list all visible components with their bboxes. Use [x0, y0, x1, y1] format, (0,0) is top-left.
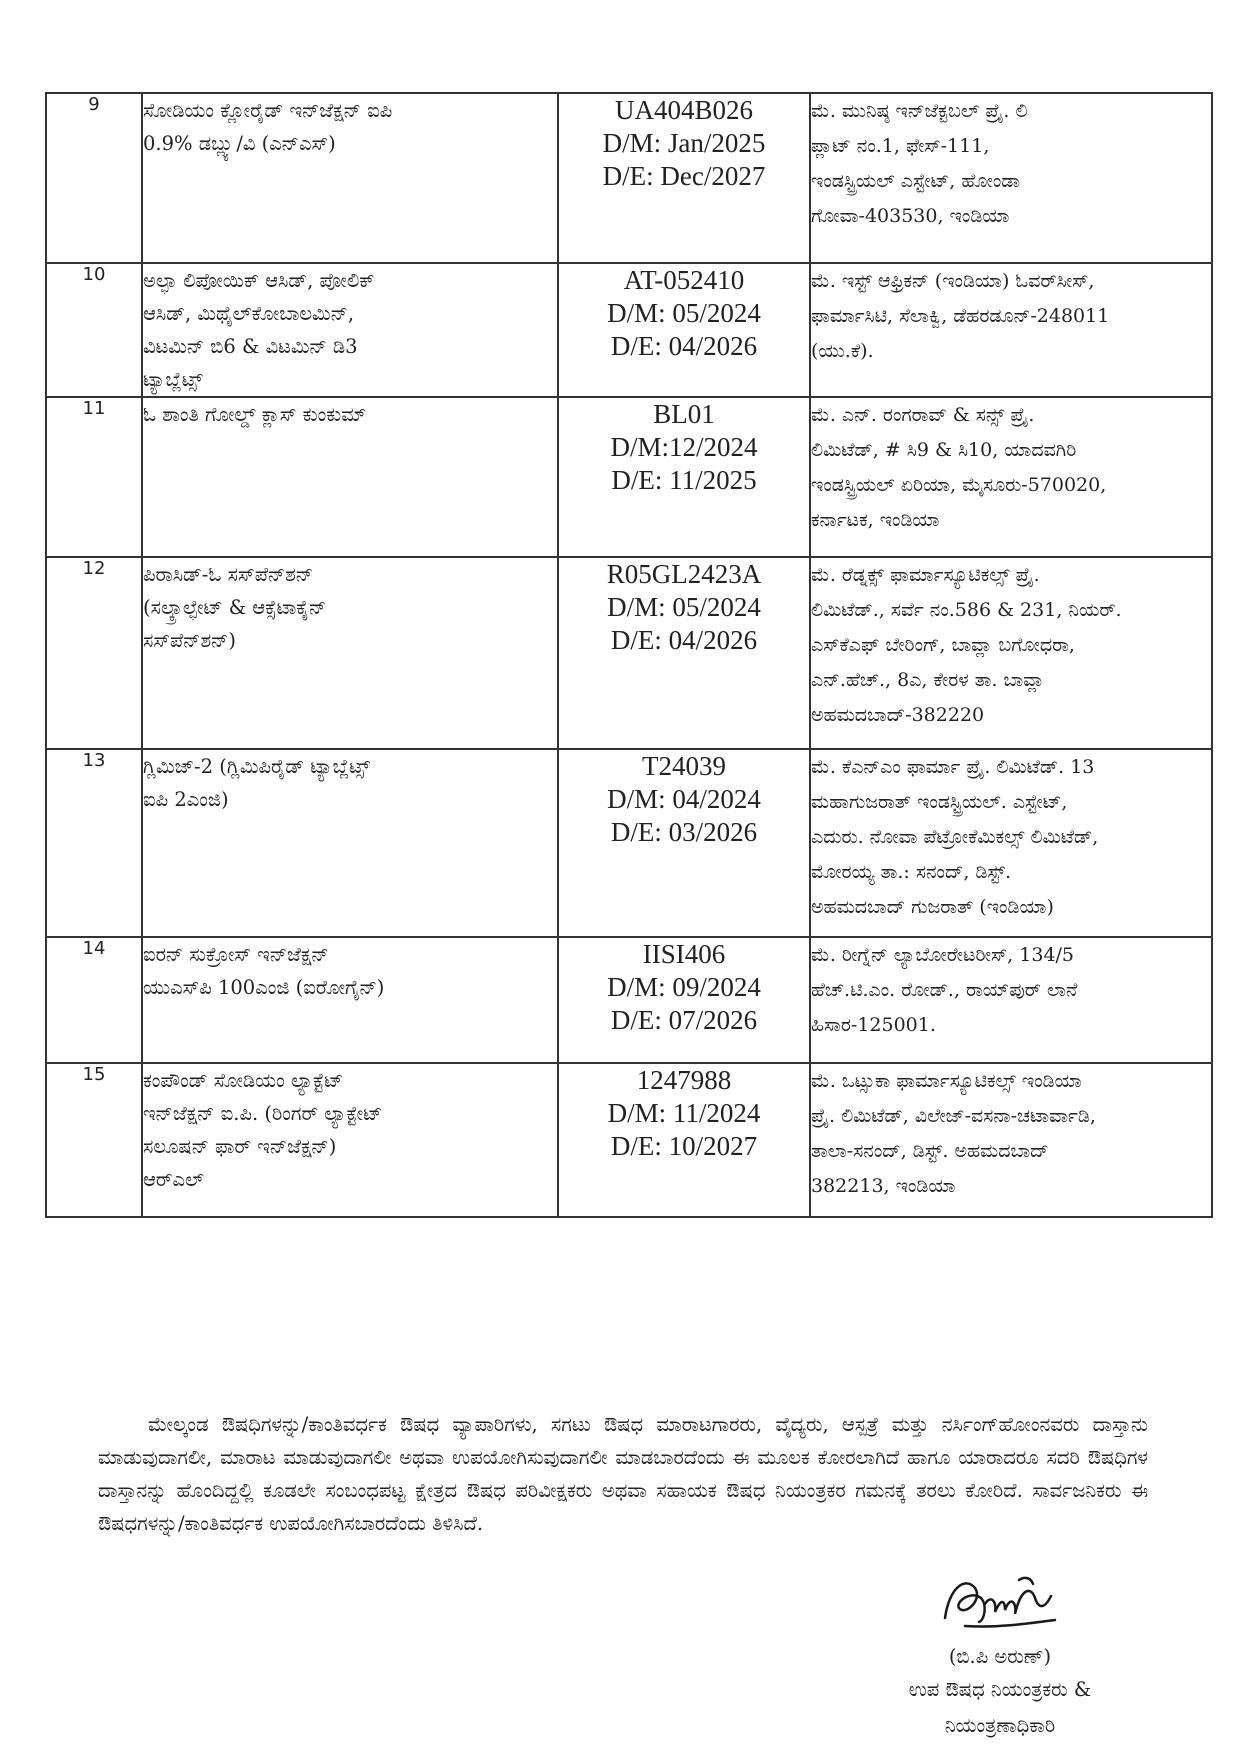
- table-row: [46, 397, 1212, 557]
- batch-cell: [558, 937, 810, 1063]
- expiry-date: D/E: 10/2027: [610, 1131, 758, 1161]
- drug-name-line: ಸೋಡಿಯಂ ಕ್ಲೋರೈಡ್ ಇನ್‌ಜೆಕ್ಷನ್ ಐಪಿ: [143, 99, 393, 122]
- drug-name-cell: [142, 263, 558, 397]
- manufacturer-line: ಇಂಡಸ್ಟ್ರಿಯಲ್ ಏರಿಯಾ, ಮೈಸೂರು-570020,: [811, 474, 1107, 496]
- manufacture-date: D/M: Jan/2025: [602, 128, 766, 158]
- drug-name-cell: [142, 93, 558, 263]
- drug-name-line: ಸಸ್‌ಪೆನ್‌ಶನ್): [143, 629, 236, 652]
- batch-number: IISI406: [642, 939, 726, 969]
- manufacturer-line: ಫಾರ್ಮಾಸಿಟಿ, ಸೆಲಾಕ್ವಿ, ಡೆಹರಡೂನ್-248011: [811, 305, 1110, 327]
- batch-cell: [558, 263, 810, 397]
- drug-name-cell: [142, 397, 558, 557]
- batch-cell: [558, 397, 810, 557]
- drug-name-line: ಯುಎಸ್‌ಪಿ 100ಎಂಜಿ (ಐರೋಗೈನ್): [143, 976, 385, 999]
- expiry-date: D/E: 07/2026: [610, 1005, 758, 1035]
- signature-block: [870, 1568, 1130, 1744]
- signatory-title-line2: ನಿಯಂತ್ರಣಾಧಿಕಾರಿ: [944, 1714, 1056, 1737]
- batch-cell: [558, 93, 810, 263]
- manufacturer-cell: [810, 397, 1212, 557]
- manufacturer-line: ಪ್ಲಾಟ್ ನಂ.1, ಫೇಸ್-111,: [811, 135, 990, 157]
- drug-name-cell: [142, 937, 558, 1063]
- manufacturer-line: ಹೆಚ್.ಟಿ.ಎಂ. ರೋಡ್., ರಾಯ್‌ಪುರ್ ಲಾನೆ: [811, 979, 1078, 1001]
- expiry-date: D/E: 04/2026: [610, 625, 758, 655]
- manufacturer-line: ಮೆ. ರೀಗ್ನೆನ್ ಲ್ಯಾಬೋರೇಟರೀಸ್, 134/5: [811, 944, 1075, 966]
- manufacturer-line: ಎದುರು. ನೋವಾ ಪೆಟ್ರೋಕೆಮಿಕಲ್ಸ್ ಲಿಮಿಟೆಡ್,: [811, 826, 1099, 848]
- drug-name-line: ಪಿರಾಸಿಡ್-ಓ ಸಸ್‌ಪೆನ್‌ಶನ್: [143, 563, 313, 586]
- serial-number-cell: 11: [46, 397, 142, 557]
- manufacturer-line: ಅಹಮದಬಾದ್ ಗುಜರಾತ್ (ಇಂಡಿಯಾ): [811, 896, 1054, 918]
- table-row: [46, 93, 1212, 263]
- manufacturer-line: (ಯು.ಕೆ).: [811, 340, 874, 362]
- manufacturer-cell: [810, 1063, 1212, 1217]
- drug-name-cell: [142, 749, 558, 937]
- manufacture-date: D/M: 05/2024: [607, 592, 761, 622]
- drug-name-line: ಐರನ್ ಸುಕ್ರೋಸ್ ಇನ್‌ಜೆಕ್ಷನ್: [143, 943, 329, 966]
- manufacture-date: D/M: 04/2024: [607, 784, 761, 814]
- drug-name-line: ಸಲೂಷನ್ ಫಾರ್ ಇನ್‌ಜೆಕ್ಷನ್): [143, 1135, 337, 1158]
- drug-name-line: ಐಪಿ 2ಎಂಜಿ): [143, 788, 229, 811]
- serial-number-cell: 13: [46, 749, 142, 937]
- serial-number-cell: 14: [46, 937, 142, 1063]
- manufacturer-line: ಇಂಡಸ್ಟ್ರಿಯಲ್ ಎಸ್ಟೇಟ್, ಹೋಂಡಾ: [811, 170, 1021, 192]
- expiry-date: D/E: 11/2025: [611, 465, 757, 495]
- batch-cell: [558, 557, 810, 749]
- drug-name-line: ವಿಟಮಿನ್ ಬಿ6 & ವಿಟಮಿನ್ ಡಿ3: [143, 335, 358, 358]
- drug-name-line: ಇನ್‌ಜೆಕ್ಷನ್ ಐ.ಪಿ. (ರಿಂಗರ್ ಲ್ಯಾಕ್ಟೇಟ್: [143, 1102, 383, 1125]
- serial-number-cell: 10: [46, 263, 142, 397]
- expiry-date: D/E: 03/2026: [610, 817, 758, 847]
- table-row: [46, 749, 1212, 937]
- manufacturer-line: ಮೆ. ರೆಡ್ನಕ್ಸ್ ಫಾರ್ಮಾಸ್ಯೂಟಿಕಲ್ಸ್ ಪ್ರೈ.: [811, 564, 1040, 586]
- table-row: [46, 937, 1212, 1063]
- manufacturer-line: ಮೆ. ಇಸ್ಟ್ ಆಫ್ರಿಕನ್ (ಇಂಡಿಯಾ) ಓವರ್‌ಸೀಸ್,: [811, 270, 1095, 292]
- manufacturer-cell: [810, 937, 1212, 1063]
- drug-name-line: ಅಲ್ಫಾ ಲಿಪೋಯಿಕ್ ಆಸಿಡ್, ಪೋಲಿಕ್: [143, 269, 375, 292]
- batch-cell: [558, 749, 810, 937]
- batch-number: T24039: [642, 751, 726, 781]
- signatory-name: (ಬಿ.ಪಿ ಅರುಣ್): [948, 1645, 1052, 1668]
- manufacturer-line: ಮೆ. ಎನ್. ರಂಗರಾವ್ & ಸನ್ಸ್ ಪ್ರೈ.: [811, 404, 1035, 426]
- manufacturer-cell: [810, 557, 1212, 749]
- table-row: [46, 263, 1212, 397]
- notice-paragraph: ಮೇಲ್ಕಂಡ ಔಷಧಿಗಳನ್ನು/ಕಾಂತಿವರ್ಧಕ ಔಷಧ ವ್ಯಾಪಾರಿಗಳು, ಸಗಟು ಔಷಧ ಮಾರಾಟಗಾರರು, ವೈದ್ಯರು, ಆಸ್ಪತ್ರೆ ಮತ್ತು ನರ್ಸಿಂಗ್‌ಹೋಂನವರು ದಾಸ್ತಾನು ಮಾಡುವುದಾಗಲೀ, ಮಾರಾಟ ಮಾಡುವುದಾಗಲೀ ಅಥವಾ ಉಪಯೋಗಿಸುವುದಾಗಲೀ ಮಾಡಬಾರದೆಂದು ಈ ಮೂಲಕ ಕೋರಲಾಗಿದೆ ಹಾಗೂ ಯಾರಾದರೂ ಸದರಿ ಔಷಧಿಗಳ ದಾಸ್ತಾನನ್ನು ಹೊಂದಿದ್ದಲ್ಲಿ ಕೂಡಲೇ ಸಂಬಂಧಪಟ್ಟ ಕ್ಷೇತ್ರದ ಔಷಧ ಪರಿವೀಕ್ಷಕರು ಅಥವಾ ಸಹಾಯಕ ಔಷಧ ನಿಯಂತ್ರಕರ ಗಮನಕ್ಕೆ ತರಲು ಕೋರಿದೆ. ಸಾರ್ವಜನಿಕರು ಈ ಔಷಧಗಳನ್ನು/ಕಾಂತಿವರ್ಧಕ ಉಪಯೋಗಿಸಬಾರದೆಂದು ತಿಳಿಸಿದೆ.: [98, 1412, 1148, 1535]
- batch-number: BL01: [653, 399, 715, 429]
- manufacturer-line: ಮೆ. ಕೆಎನ್‌ಎಂ ಫಾರ್ಮಾ ಪ್ರೈ. ಲಿಮಿಟೆಡ್. 13: [811, 756, 1095, 778]
- serial-number-cell: 12: [46, 557, 142, 749]
- table-row: [46, 1063, 1212, 1217]
- batch-number: 1247988: [636, 1065, 732, 1095]
- drug-name-line: (ಸಲ್ಕ್ರಾಲ್ಫೇಟ್ & ಆಕ್ಸೆಟಾಕೈನ್: [143, 596, 327, 619]
- batch-number: R05GL2423A: [606, 559, 762, 589]
- manufacturer-line: ಲಿಮಿಟೆಡ್., ಸರ್ವೆ ನಂ.586 & 231, ನಿಯರ್.: [811, 599, 1122, 621]
- manufacture-date: D/M: 05/2024: [607, 298, 761, 328]
- drug-table: [45, 92, 1213, 1218]
- drug-name-line: ಓ ಶಾಂತಿ ಗೋಲ್ಡ್ ಕ್ಲಾಸ್ ಕುಂಕುಮ್: [143, 403, 367, 426]
- manufacture-date: D/M:12/2024: [610, 432, 758, 462]
- drug-name-line: ಆಸಿಡ್, ಮಿಥೈಲ್‌ಕೋಬಾಲಮಿನ್,: [143, 302, 355, 325]
- drug-name-cell: [142, 557, 558, 749]
- drug-name-line: 0.9% ಡಬ್ಲ್ಯು/ವಿ (ಎನ್‌ಎಸ್): [143, 132, 336, 155]
- manufacturer-line: 382213, ಇಂಡಿಯಾ: [811, 1175, 956, 1197]
- manufacturer-line: ತಾಲಾ-ಸನಂದ್, ಡಿಸ್ಟ್. ಅಹಮದಬಾದ್: [811, 1140, 1049, 1162]
- signatory-title-line1: ಉಪ ಔಷಧ ನಿಯಂತ್ರಕರು &: [908, 1678, 1092, 1701]
- table-row: [46, 557, 1212, 749]
- manufacturer-line: ಪ್ರೈ. ಲಿಮಿಟೆಡ್, ವಿಲೇಜ್-ವಸನಾ-ಚಟಾರ್ವಾಡಿ,: [811, 1105, 1096, 1127]
- drug-name-line: ಕಂಪೌಂಡ್ ಸೋಡಿಯಂ ಲ್ಯಾಕ್ಟೆಟ್: [143, 1069, 344, 1092]
- drug-name-line: ಆರ್‌ಎಲ್: [143, 1168, 204, 1191]
- manufacturer-line: ಮೆ. ಒಟ್ಸುಕಾ ಫಾರ್ಮಾಸ್ಯೂಟಿಕಲ್ಸ್ ಇಂಡಿಯಾ: [811, 1070, 1082, 1092]
- manufacturer-line: ಮೋರಯ್ಯ ತಾ.: ಸನಂದ್, ಡಿಸ್ಟ್.: [811, 861, 1012, 883]
- manufacturer-line: ಗೋವಾ-403530, ಇಂಡಿಯಾ: [811, 205, 1010, 227]
- batch-number: UA404B026: [614, 95, 753, 125]
- expiry-date: D/E: 04/2026: [610, 331, 758, 361]
- manufacturer-cell: [810, 263, 1212, 397]
- signature-icon: [935, 1568, 1065, 1640]
- manufacture-date: D/M: 11/2024: [607, 1098, 761, 1128]
- batch-number: AT-052410: [623, 265, 745, 295]
- drug-name-line: ಟ್ಯಾಬ್ಲೆಟ್ಸ್: [143, 368, 203, 391]
- manufacturer-cell: [810, 93, 1212, 263]
- drug-table-body: [46, 93, 1212, 1217]
- serial-number-cell: 9: [46, 93, 142, 263]
- manufacturer-line: ಲಿಮಿಟೆಡ್, # ಸಿ9 & ಸಿ10, ಯಾದವಗಿರಿ: [811, 439, 1077, 461]
- manufacturer-line: ಕರ್ನಾಟಕ, ಇಂಡಿಯಾ: [811, 509, 940, 531]
- manufacturer-cell: [810, 749, 1212, 937]
- batch-cell: [558, 1063, 810, 1217]
- manufacturer-line: ಅಹಮದಬಾದ್-382220: [811, 704, 985, 726]
- drug-name-cell: [142, 1063, 558, 1217]
- manufacturer-line: ಎನ್.ಹೆಚ್., 8ಎ, ಕೇರಳ ತಾ. ಬಾವ್ಲಾ: [811, 669, 1045, 691]
- manufacture-date: D/M: 09/2024: [607, 972, 761, 1002]
- manufacturer-line: ಎಸ್‌ಕೆಎಫ್ ಬೇರಿಂಗ್, ಬಾವ್ಲಾ ಬಗೋಧರಾ,: [811, 634, 1075, 656]
- drug-name-line: ಗ್ಲಿಮಿಜ್-2 (ಗ್ಲಿಮಿಪಿರೈಡ್ ಟ್ಯಾಬ್ಲೆಟ್ಸ್: [143, 755, 370, 778]
- expiry-date: D/E: Dec/2027: [602, 161, 766, 191]
- manufacturer-line: ಮಹಾಗುಜರಾತ್ ಇಂಡಸ್ಟ್ರಿಯಲ್. ಎಸ್ಟೇಟ್,: [811, 791, 1068, 813]
- manufacturer-line: ಹಿಸಾರ-125001.: [811, 1014, 936, 1036]
- manufacturer-line: ಮೆ. ಮುನಿಷ್ಠ ಇನ್‌ಜೆಕ್ಟಬಲ್ ಪ್ರೈ. ಲಿ: [811, 100, 1028, 122]
- serial-number-cell: 15: [46, 1063, 142, 1217]
